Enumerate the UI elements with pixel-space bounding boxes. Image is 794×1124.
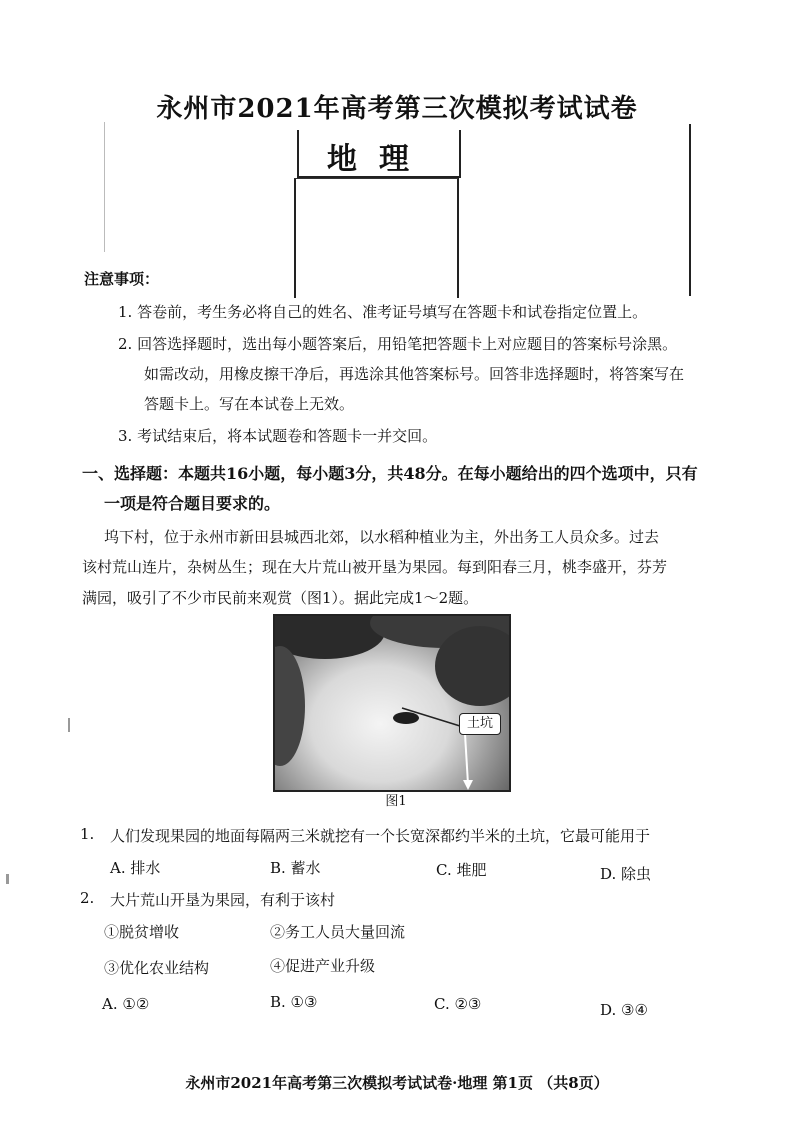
scan-mark-left [104,122,105,252]
q2-number: 2. [80,889,95,907]
section-heading: 一、选择题：本题共16小题，每小题3分，共48分。在每小题给出的四个选项中，只有 [82,464,698,483]
frame-line-left [294,178,296,298]
notice-item-3: 3. 考试结束后，将本试题卷和答题卡一并交回。 [118,427,438,445]
frame-line-right [689,124,691,296]
photo-foliage [273,646,305,766]
q1-option-c: C. 堆肥 [436,861,487,879]
q2-choice-2: ②务工人员大量回流 [270,923,406,941]
notice-heading: 注意事项： [84,270,160,288]
passage-line-2: 该村荒山连片，杂树丛生；现在大片荒山被开垦为果园。每到阳春三月，桃李盛开，芬芳 [82,558,668,576]
q2-option-a: A. ①② [102,995,150,1013]
q1-option-a: A. 排水 [110,859,161,877]
notice-item-2-cont2: 答题卡上。写在本试卷上无效。 [144,395,355,413]
passage-line-3: 满园，吸引了不少市民前来观赏（图1）。据此完成1～2题。 [82,589,479,607]
page-footer: 永州市2021年高考第三次模拟考试试卷·地理 第1页 （共8页） [185,1074,609,1092]
photo-foliage [435,626,511,706]
q2-choice-3: ③优化农业结构 [104,959,210,977]
q2-stem: 大片荒山开垦为果园，有利于该村 [110,891,336,909]
q1-number: 1. [80,825,95,843]
q2-choice-4: ④促进产业升级 [270,957,376,975]
pit-label: 土坑 [459,713,501,735]
q1-stem: 人们发现果园的地面每隔两三米就挖有一个长宽深都约半米的土坑，它最可能用于 [110,827,651,845]
notice-item-2-cont: 如需改动，用橡皮擦干净后，再选涂其他答案标号。回答非选择题时，将答案写在 [144,365,685,383]
q2-choice-1: ①脱贫增收 [104,923,180,941]
q2-option-d: D. ③④ [600,1001,648,1019]
figure-caption: 图1 [385,794,407,809]
subject-label: 地理 [327,142,431,177]
q2-option-b: B. ①③ [270,993,318,1011]
frame-line-mid [457,178,459,298]
q1-option-d: D. 除虫 [600,865,652,883]
section-heading-cont: 一项是符合题目要求的。 [104,494,281,513]
passage-line-1: 坞下村，位于永州市新田县城西北郊，以水稻种植业为主，外出务工人员众多。过去 [104,528,660,546]
notice-item-2: 2. 回答选择题时，选出每小题答案后，用铅笔把答题卡上对应题目的答案标号涂黑。 [118,335,678,353]
q1-option-b: B. 蓄水 [270,859,321,877]
exam-title: 永州市2021年高考第三次模拟考试试卷 [156,94,638,124]
scan-speck [68,718,70,732]
scan-speck [6,874,9,884]
notice-item-1: 1. 答卷前，考生务必将自己的姓名、准考证号填写在答题卡和试卷指定位置上。 [118,303,648,321]
frame-line-top [294,178,458,179]
q2-option-c: C. ②③ [434,995,482,1013]
